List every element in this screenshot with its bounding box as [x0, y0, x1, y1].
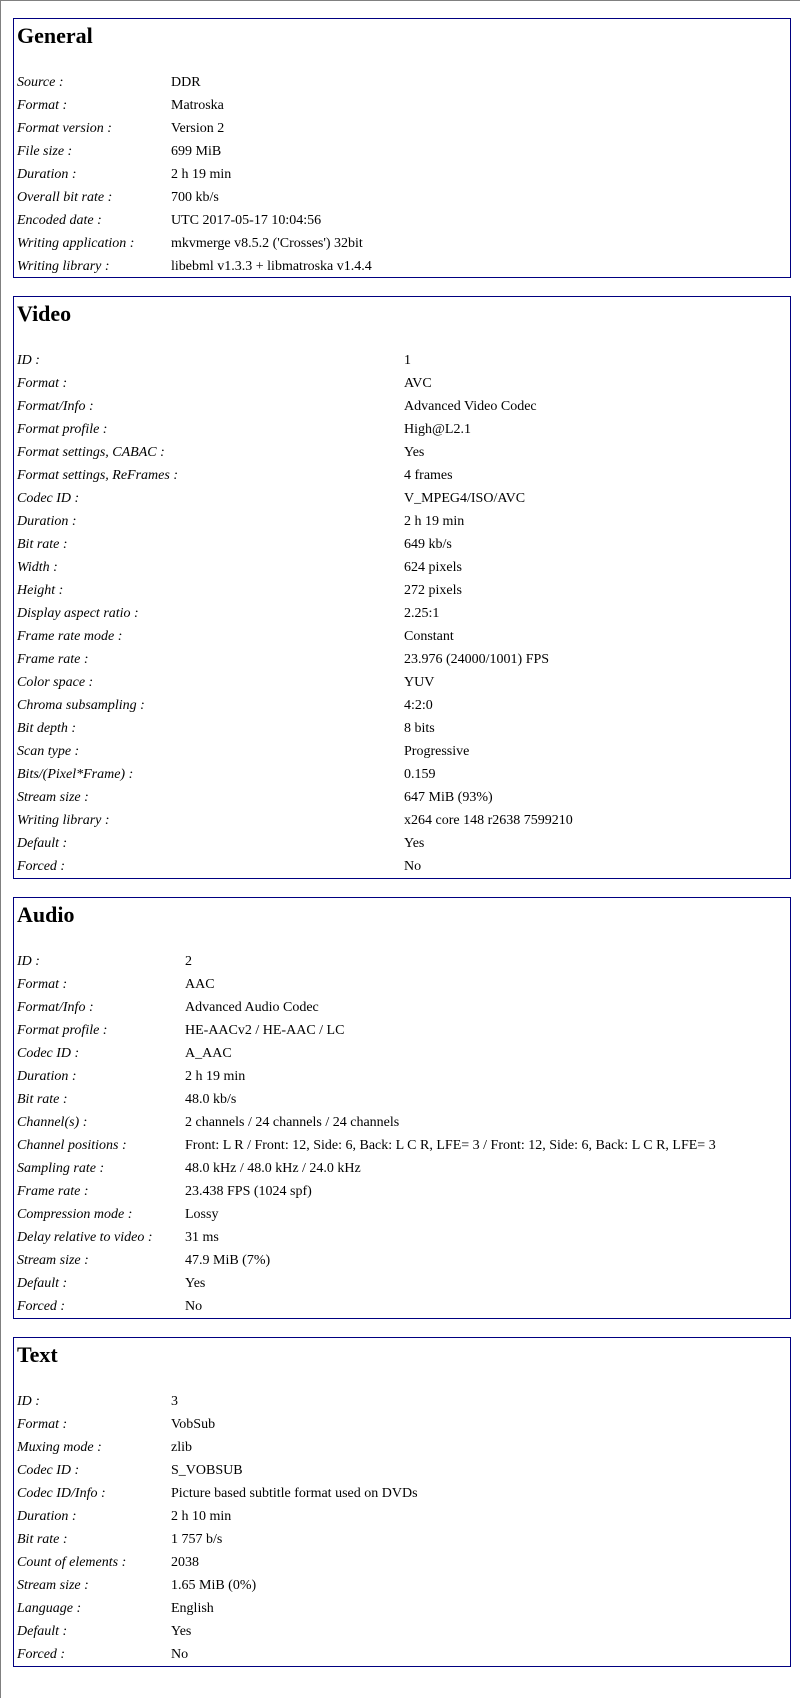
field-value: 2.25:1	[404, 606, 440, 621]
field-value: libebml v1.3.3 + libmatroska v1.4.4	[171, 259, 372, 274]
field-label: Format settings, ReFrames :	[17, 468, 178, 483]
field-label: Writing library :	[17, 259, 110, 274]
text-title: Text	[17, 1342, 58, 1367]
audio-title: Audio	[17, 902, 75, 927]
field-value: V_MPEG4/ISO/AVC	[404, 491, 526, 506]
info-row	[17, 1505, 790, 1528]
field-label: Delay relative to video :	[17, 1230, 153, 1245]
field-value: Advanced Audio Codec	[185, 1000, 319, 1015]
info-row	[17, 1643, 790, 1666]
field-label: Codec ID :	[17, 1463, 80, 1478]
field-label: Forced :	[17, 1647, 66, 1662]
info-row	[17, 786, 790, 809]
audio-section	[13, 897, 791, 1319]
field-value: Constant	[404, 629, 454, 644]
info-row	[17, 648, 790, 671]
info-row	[17, 1436, 790, 1459]
field-label: Default :	[17, 1276, 68, 1291]
info-row	[17, 1042, 790, 1065]
video-section	[13, 296, 791, 879]
info-row	[17, 1528, 790, 1551]
field-value: Yes	[404, 445, 425, 460]
field-value: 2038	[171, 1555, 199, 1570]
field-value: HE-AACv2 / HE-AAC / LC	[185, 1023, 345, 1038]
field-label: Frame rate mode :	[17, 629, 123, 644]
field-label: Height :	[17, 583, 64, 598]
info-row	[17, 579, 790, 602]
field-label: Stream size :	[17, 1253, 89, 1268]
info-row	[17, 140, 790, 163]
info-row	[17, 973, 790, 996]
field-label: Muxing mode :	[17, 1440, 102, 1455]
field-label: Codec ID :	[17, 1046, 80, 1061]
info-row	[17, 809, 790, 832]
field-value: 8 bits	[404, 721, 435, 736]
field-value: Matroska	[171, 98, 224, 113]
field-value: 4:2:0	[404, 698, 433, 713]
info-row	[17, 487, 790, 510]
info-row	[17, 1390, 790, 1413]
info-row	[17, 1459, 790, 1482]
field-label: Duration :	[17, 1069, 77, 1084]
field-label: Encoded date :	[17, 213, 102, 228]
field-value: 1	[404, 353, 411, 368]
field-label: Chroma subsampling :	[17, 698, 145, 713]
text-rows	[17, 1390, 790, 1666]
field-value: 649 kb/s	[404, 537, 452, 552]
field-label: Scan type :	[17, 744, 80, 759]
info-row	[17, 418, 790, 441]
general-section	[13, 18, 791, 278]
info-row	[17, 1203, 790, 1226]
info-row	[17, 671, 790, 694]
field-value: 2 h 10 min	[171, 1509, 232, 1524]
info-row	[17, 117, 790, 140]
field-value: AAC	[185, 977, 215, 992]
field-value: 2 channels / 24 channels / 24 channels	[185, 1115, 400, 1130]
info-row	[17, 510, 790, 533]
field-value: No	[185, 1299, 203, 1314]
field-value: 4 frames	[404, 468, 453, 483]
field-value: Advanced Video Codec	[404, 399, 537, 414]
field-value: DDR	[171, 75, 201, 90]
field-value: 1.65 MiB (0%)	[171, 1578, 257, 1593]
field-label: Frame rate :	[17, 652, 89, 667]
info-row	[17, 996, 790, 1019]
field-label: Format settings, CABAC :	[17, 445, 165, 460]
info-row	[17, 464, 790, 487]
field-value: 31 ms	[185, 1230, 219, 1245]
field-label: Frame rate :	[17, 1184, 89, 1199]
info-row	[17, 1597, 790, 1620]
field-value: Lossy	[185, 1207, 219, 1222]
info-row	[17, 1111, 790, 1134]
field-label: Forced :	[17, 1299, 66, 1314]
field-value: 647 MiB (93%)	[404, 790, 493, 805]
field-value: S_VOBSUB	[171, 1463, 243, 1478]
info-row	[17, 694, 790, 717]
info-row	[17, 1620, 790, 1643]
field-value: High@L2.1	[404, 422, 471, 437]
field-label: Format/Info :	[17, 1000, 94, 1015]
field-label: Bit depth :	[17, 721, 77, 736]
info-row	[17, 855, 790, 878]
info-row	[17, 1551, 790, 1574]
field-label: Display aspect ratio :	[17, 606, 139, 621]
field-value: 23.438 FPS (1024 spf)	[185, 1184, 312, 1199]
field-value: 624 pixels	[404, 560, 462, 575]
field-value: AVC	[404, 376, 432, 391]
field-value: VobSub	[171, 1417, 216, 1432]
field-label: Default :	[17, 1624, 68, 1639]
field-value: zlib	[171, 1440, 192, 1455]
field-label: Bit rate :	[17, 537, 68, 552]
field-label: Format profile :	[17, 422, 108, 437]
info-row	[17, 556, 790, 579]
field-value: No	[404, 859, 422, 874]
field-value: YUV	[404, 675, 435, 690]
info-row	[17, 441, 790, 464]
info-row	[17, 950, 790, 973]
field-value: No	[171, 1647, 189, 1662]
info-row	[17, 717, 790, 740]
field-label: Compression mode :	[17, 1207, 133, 1222]
field-label: Format :	[17, 1417, 68, 1432]
info-row	[17, 1574, 790, 1597]
field-label: Source :	[17, 75, 64, 90]
field-label: Duration :	[17, 1509, 77, 1524]
field-value: Version 2	[171, 121, 225, 136]
info-row	[17, 763, 790, 786]
field-value: 2 h 19 min	[171, 167, 232, 182]
field-value: 3	[171, 1394, 178, 1409]
field-label: Channel positions :	[17, 1138, 127, 1153]
field-label: Format profile :	[17, 1023, 108, 1038]
field-label: Overall bit rate :	[17, 190, 113, 205]
field-label: Bit rate :	[17, 1092, 68, 1107]
info-row	[17, 602, 790, 625]
field-label: Stream size :	[17, 1578, 89, 1593]
field-value: 2	[185, 954, 192, 969]
field-value: Progressive	[404, 744, 470, 759]
info-row	[17, 1157, 790, 1180]
text-section	[13, 1337, 791, 1667]
field-label: ID :	[17, 1394, 40, 1409]
field-label: Bits/(Pixel*Frame) :	[17, 767, 134, 782]
video-rows	[17, 349, 790, 878]
field-value: Yes	[185, 1276, 206, 1291]
general-rows	[17, 71, 790, 278]
field-label: Sampling rate :	[17, 1161, 105, 1176]
field-label: Language :	[17, 1601, 82, 1616]
info-row	[17, 186, 790, 209]
field-value: 48.0 kb/s	[185, 1092, 237, 1107]
field-label: Codec ID/Info :	[17, 1486, 106, 1501]
field-value: A_AAC	[185, 1046, 232, 1061]
field-label: Channel(s) :	[17, 1115, 88, 1130]
field-value: 699 MiB	[171, 144, 222, 159]
info-row	[17, 1272, 790, 1295]
info-row	[17, 1482, 790, 1505]
info-row	[17, 533, 790, 556]
field-label: Width :	[17, 560, 58, 575]
field-label: Duration :	[17, 167, 77, 182]
info-row	[17, 1134, 790, 1157]
field-value: UTC 2017-05-17 10:04:56	[171, 213, 322, 228]
field-label: Format :	[17, 977, 68, 992]
field-label: Format :	[17, 98, 68, 113]
field-value: Picture based subtitle format used on DVDs	[171, 1486, 418, 1501]
field-label: Format version :	[17, 121, 112, 136]
info-row	[17, 372, 790, 395]
info-row	[17, 740, 790, 763]
info-row	[17, 71, 790, 94]
info-row	[17, 1180, 790, 1203]
field-value: 48.0 kHz / 48.0 kHz / 24.0 kHz	[185, 1161, 361, 1176]
field-value: 1 757 b/s	[171, 1532, 223, 1547]
info-row	[17, 832, 790, 855]
info-row	[17, 1413, 790, 1436]
field-value: 0.159	[404, 767, 436, 782]
info-row	[17, 395, 790, 418]
info-row	[17, 1019, 790, 1042]
field-value: x264 core 148 r2638 7599210	[404, 813, 573, 828]
field-label: Format/Info :	[17, 399, 94, 414]
video-title: Video	[17, 301, 72, 326]
field-value: Yes	[404, 836, 425, 851]
info-row	[17, 1065, 790, 1088]
field-label: ID :	[17, 353, 40, 368]
general-title: General	[17, 23, 93, 48]
info-row	[17, 1295, 790, 1318]
info-row	[17, 1088, 790, 1111]
info-row	[17, 1226, 790, 1249]
info-row	[17, 1249, 790, 1272]
audio-rows	[17, 950, 790, 1318]
field-label: Bit rate :	[17, 1532, 68, 1547]
field-label: Writing application :	[17, 236, 135, 251]
info-row	[17, 232, 790, 255]
info-row	[17, 349, 790, 372]
field-value: English	[171, 1601, 214, 1616]
field-label: Count of elements :	[17, 1555, 127, 1570]
field-value: 23.976 (24000/1001) FPS	[404, 652, 550, 667]
field-label: Codec ID :	[17, 491, 80, 506]
field-value: Front: L R / Front: 12, Side: 6, Back: L C R, LFE= 3 / Front: 12, Side: 6, Back: L C R, LFE= 3	[185, 1138, 716, 1153]
field-label: File size :	[17, 144, 73, 159]
field-label: Color space :	[17, 675, 94, 690]
field-value: Yes	[171, 1624, 192, 1639]
field-label: Forced :	[17, 859, 66, 874]
info-row	[17, 209, 790, 232]
info-row	[17, 255, 790, 278]
field-label: Default :	[17, 836, 68, 851]
field-value: 2 h 19 min	[404, 514, 465, 529]
info-row	[17, 625, 790, 648]
field-value: mkvmerge v8.5.2 ('Crosses') 32bit	[171, 236, 363, 251]
field-value: 47.9 MiB (7%)	[185, 1253, 271, 1268]
field-label: Writing library :	[17, 813, 110, 828]
field-value: 700 kb/s	[171, 190, 219, 205]
field-label: Duration :	[17, 514, 77, 529]
field-label: ID :	[17, 954, 40, 969]
field-label: Stream size :	[17, 790, 89, 805]
info-row	[17, 94, 790, 117]
field-label: Format :	[17, 376, 68, 391]
info-row	[17, 163, 790, 186]
field-value: 2 h 19 min	[185, 1069, 246, 1084]
field-value: 272 pixels	[404, 583, 462, 598]
